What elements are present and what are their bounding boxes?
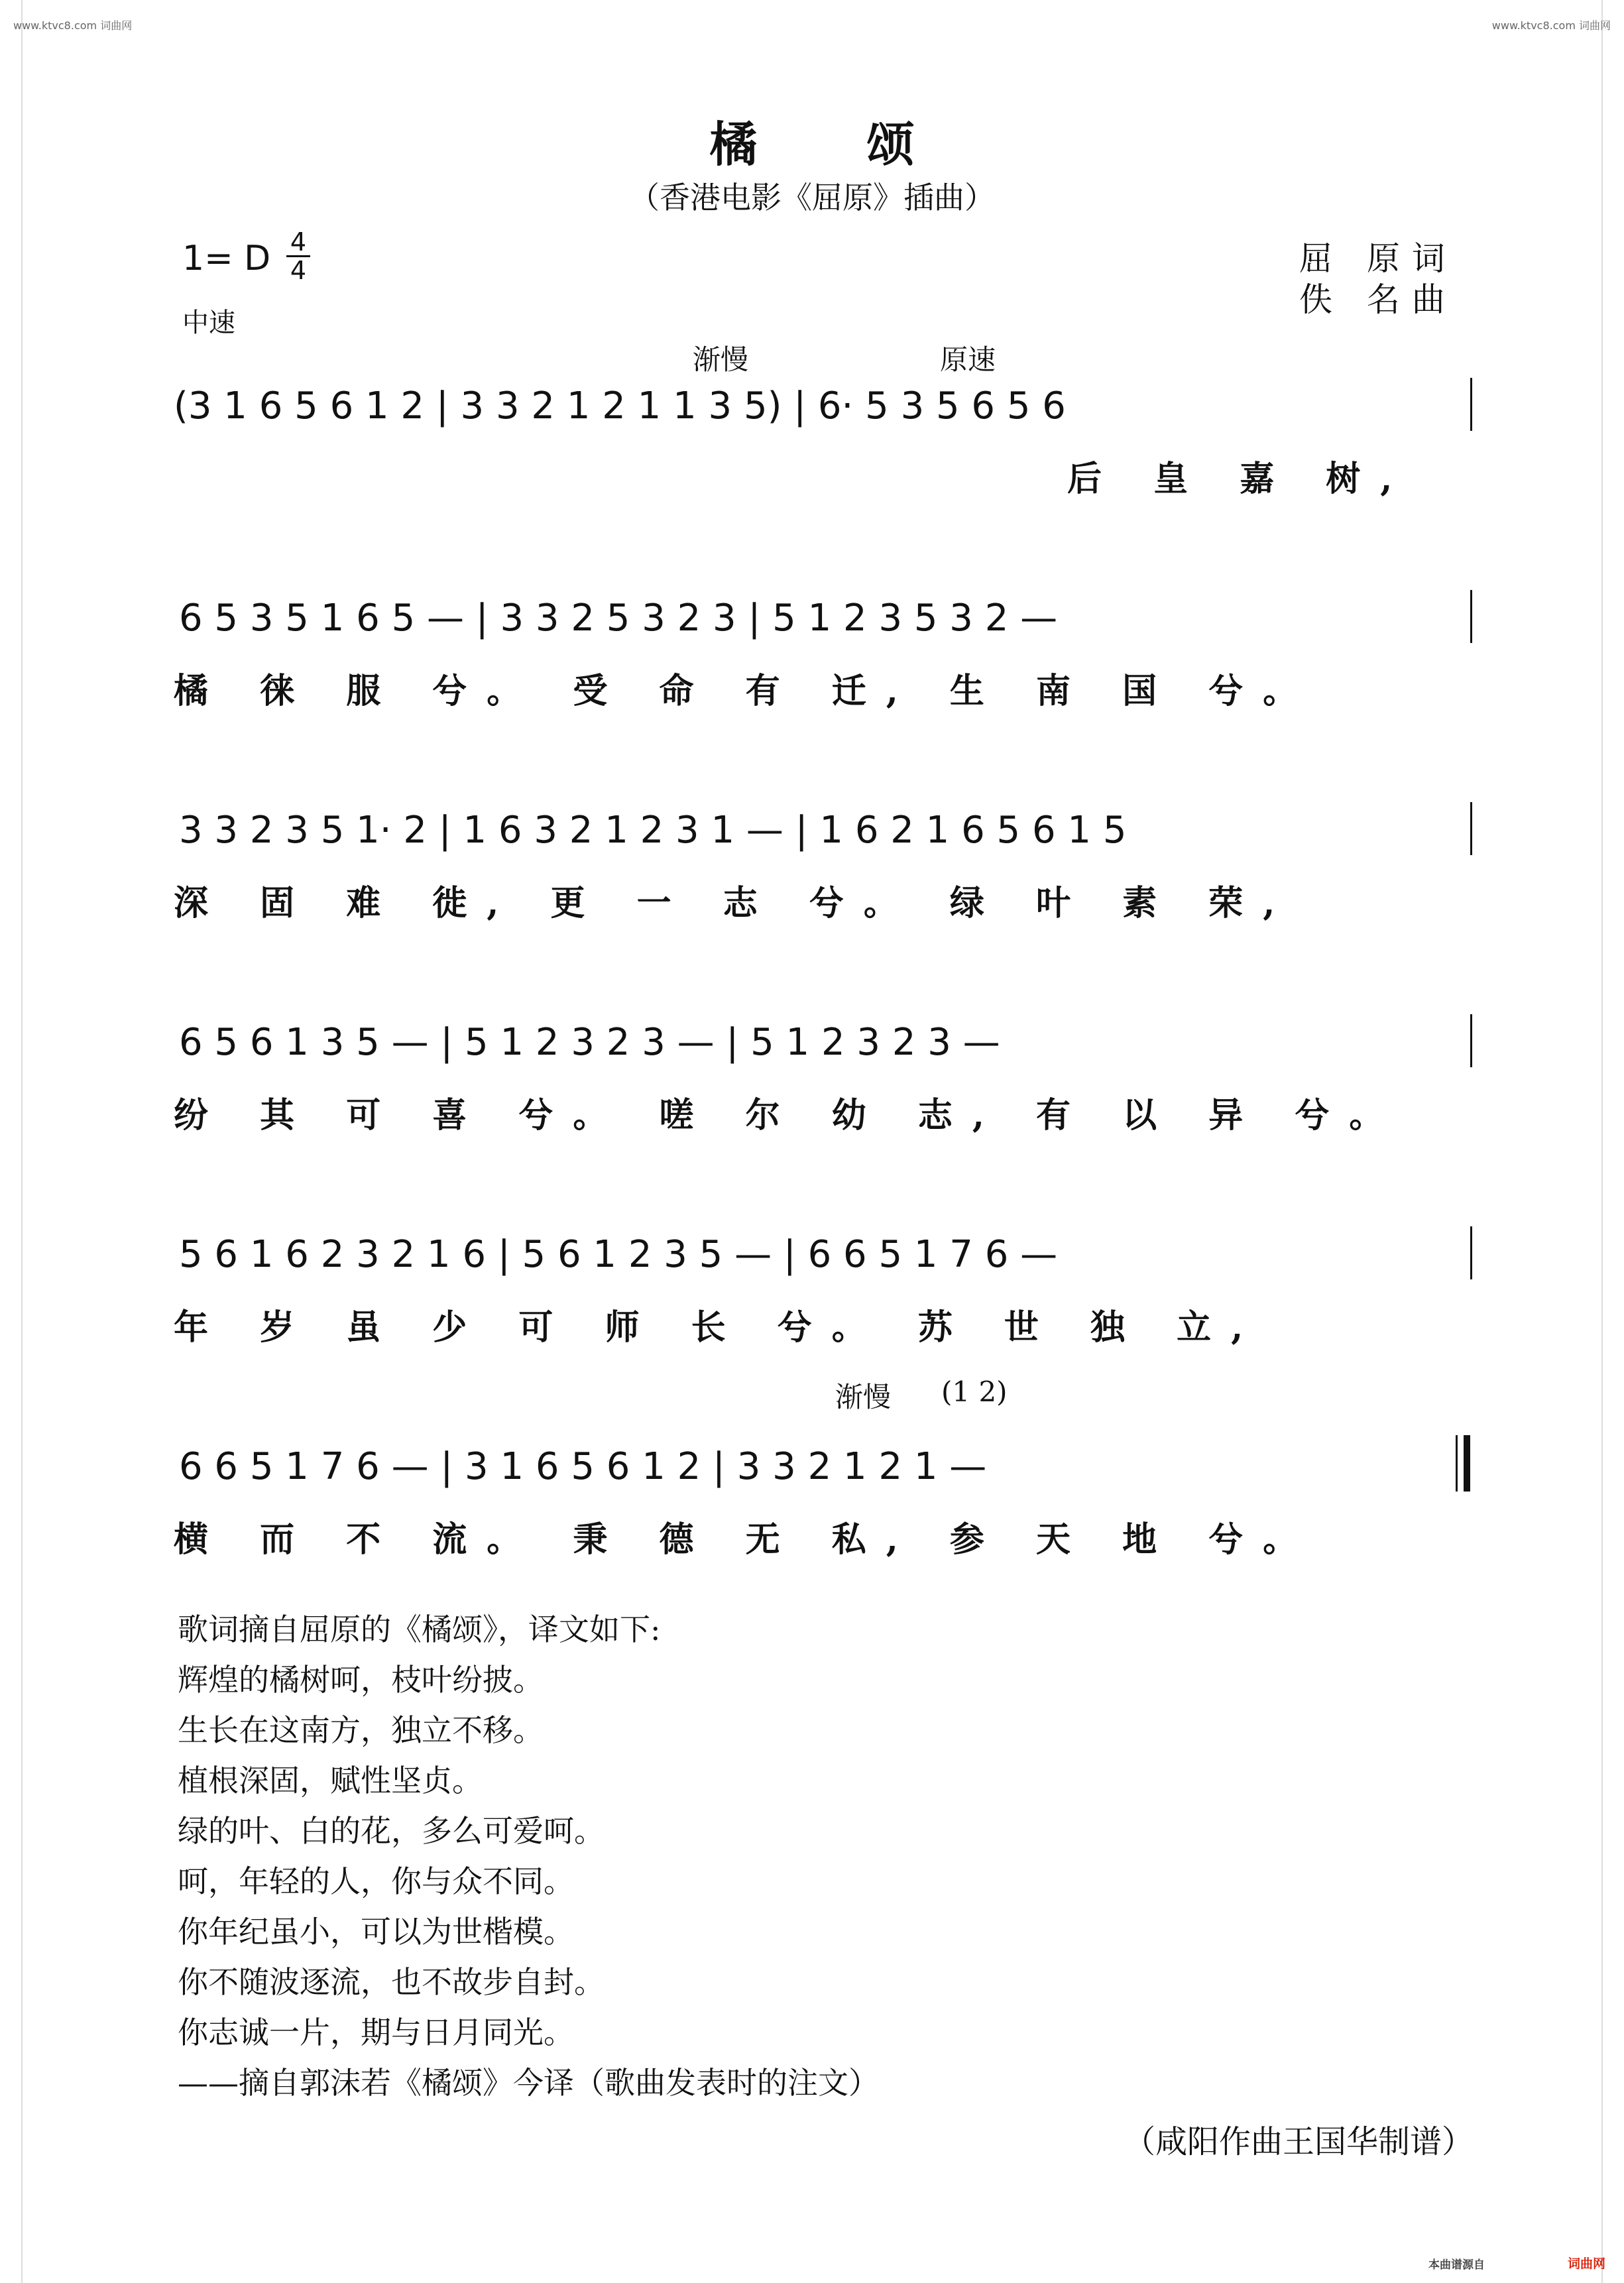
transcriber-credit: （咸阳作曲王国华制谱）	[1124, 2123, 1474, 2160]
barline	[1470, 802, 1472, 855]
translation-line: 生长在这南方，独立不移。	[178, 1712, 544, 1748]
translation-line: 你不随波逐流，也不故步自封。	[178, 1964, 605, 2000]
lyricist-credit: 屈 原词	[1299, 239, 1457, 278]
notation-line-1: (3 1 6 5 6 1 2 | 3 3 2 1 2 1 1 3 5) | 6· 5 3 5 6 5 6	[174, 384, 1066, 428]
barline	[1456, 1435, 1458, 1492]
left-margin-strip	[0, 0, 23, 2283]
translation-line: 你年纪虽小，可以为世楷模。	[178, 1914, 574, 1950]
source-note: 本曲谱源自	[1428, 2258, 1485, 2272]
site-watermark-top-right: www.ktvc8.com 词曲网	[1491, 19, 1611, 32]
composer-credit: 佚 名曲	[1299, 280, 1457, 319]
translation-line: 辉煌的橘树呵，枝叶纷披。	[178, 1662, 544, 1698]
site-watermark-top-left: www.ktvc8.com 词曲网	[13, 19, 133, 32]
barline	[1470, 1226, 1472, 1279]
time-signature	[286, 229, 310, 284]
notation-line-4: 6 5 6 1 3 5 — | 5 1 2 3 2 3 — | 5 1 2 3 2 3 —	[179, 1021, 1000, 1064]
tempo-mark-rit: 渐慢	[693, 343, 749, 376]
lyrics-line-5: 年 岁 虽 少 可 师 长 兮。 苏 世 独 立,	[174, 1307, 1263, 1348]
translation-block	[178, 1604, 879, 2108]
lyrics-line-1: 后 皇 嘉 树,	[1067, 459, 1413, 499]
lyrics-line-4: 纷 其 可 喜 兮。 嗟 尔 幼 志, 有 以 异 兮。	[174, 1095, 1404, 1136]
ossia-note: (1 2)	[941, 1376, 1008, 1408]
time-signature-top: 4	[290, 227, 307, 257]
tempo-mark-rit: 渐慢	[835, 1381, 892, 1413]
translation-line: 歌词摘自屈原的《橘颂》，译文如下:	[178, 1611, 661, 1647]
translation-line: 植根深固，赋性坚贞。	[178, 1763, 483, 1798]
translation-line: 你志诚一片，期与日月同光。	[178, 2015, 574, 2050]
notation-line-6: 6 6 5 1 7 6 — | 3 1 6 5 6 1 2 | 3 3 2 1 2 1 —	[179, 1445, 987, 1488]
page-subtitle: （香港电影《屈原》插曲）	[629, 180, 995, 215]
lyrics-line-2: 橘 徕 服 兮。 受 命 有 迁, 生 南 国 兮。	[174, 671, 1318, 711]
lyrics-line-3: 深 固 难 徙, 更 一 志 兮。 绿 叶 素 荣,	[174, 883, 1295, 923]
time-signature-bottom: 4	[286, 255, 310, 284]
translation-line: 绿的叶、白的花，多么可爱呵。	[178, 1813, 605, 1849]
notation-line-5: 5 6 1 6 2 3 2 1 6 | 5 6 1 2 3 5 — | 6 6 5 1 7 6 —	[179, 1233, 1058, 1276]
notation-line-2: 6 5 3 5 1 6 5 — | 3 3 2 5 3 2 3 | 5 1 2 3 5 3 2 —	[179, 597, 1058, 640]
notation-line-3: 3 3 2 3 5 1· 2 | 1 6 3 2 1 2 3 1 — | 1 6 2 1 6 5 6 1 5	[179, 809, 1127, 852]
lyrics-line-6: 横 而 不 流。 秉 德 无 私, 参 天 地 兮。	[174, 1519, 1318, 1560]
site-logo-text: 词曲网	[1568, 2256, 1606, 2271]
barline	[1470, 378, 1472, 431]
translation-line: 呵，年轻的人，你与众不同。	[178, 1863, 574, 1899]
translation-source: ——摘自郭沫若《橘颂》今译（歌曲发表时的注文）	[178, 2065, 879, 2101]
tempo-mark-a-tempo: 原速	[940, 343, 996, 376]
tempo-marking: 中速	[182, 308, 235, 338]
right-margin-strip	[1601, 0, 1624, 2283]
final-barline	[1464, 1435, 1470, 1492]
barline	[1470, 1014, 1472, 1067]
page-title: 橘 颂	[709, 117, 961, 172]
key-signature: 1= D	[182, 239, 271, 278]
barline	[1470, 590, 1472, 643]
